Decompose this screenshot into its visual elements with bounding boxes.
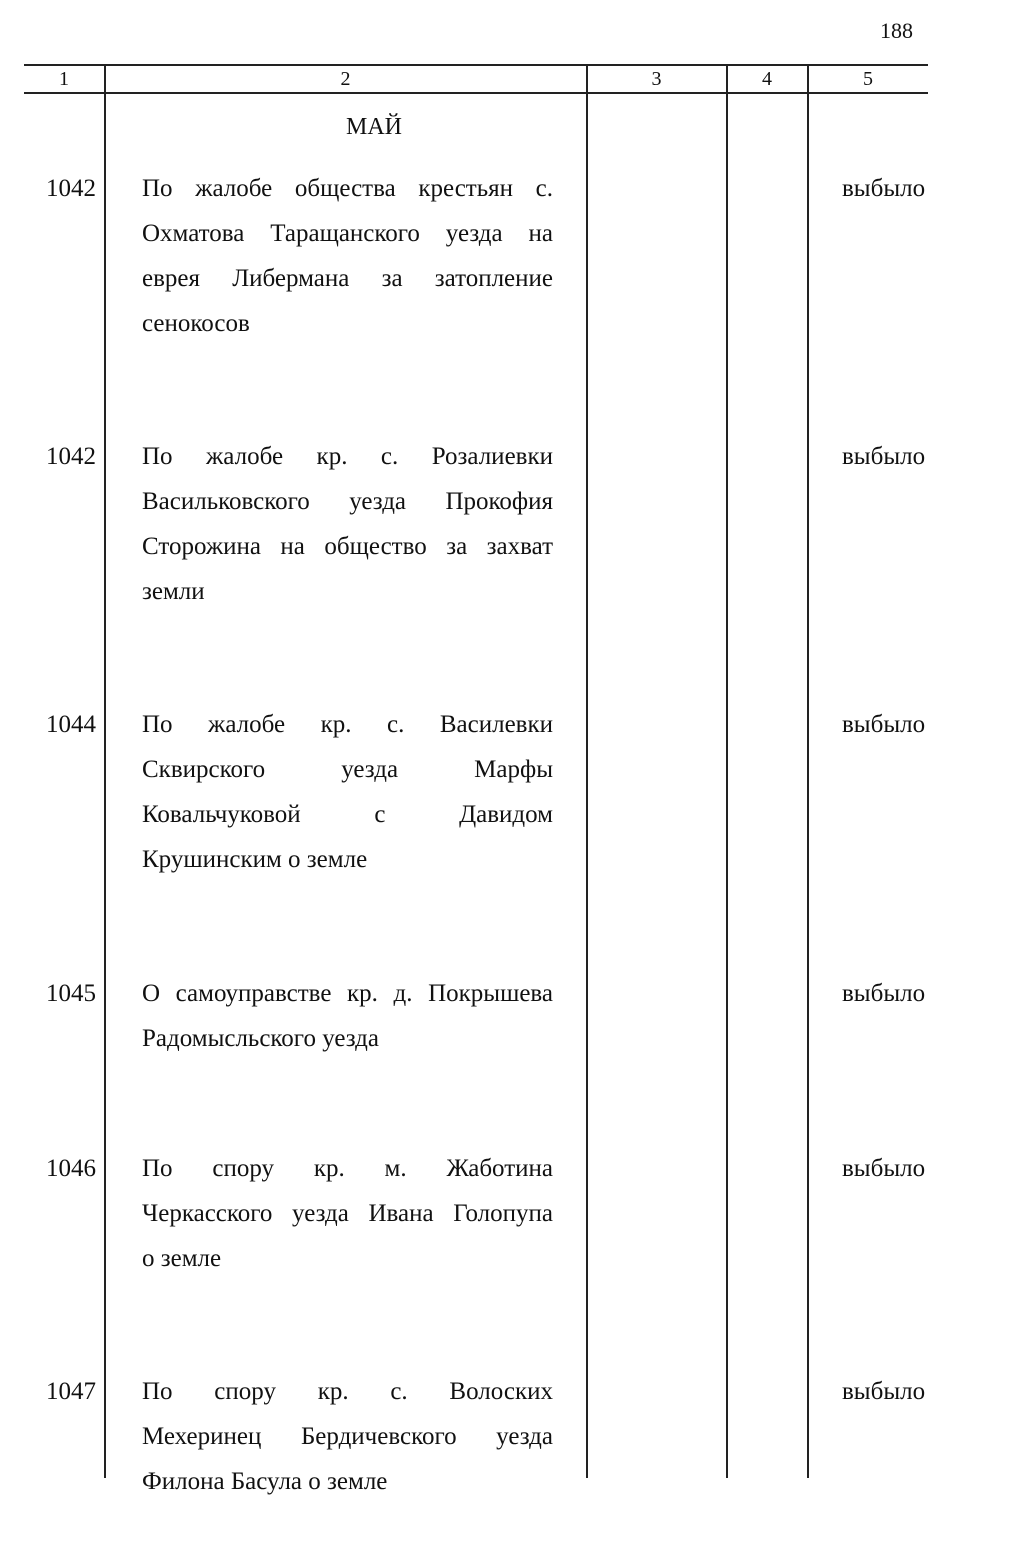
case-number: 1047: [46, 1378, 96, 1405]
description-line: сенокосов: [142, 310, 250, 337]
description-line: Радомысльского уезда: [142, 1025, 379, 1052]
description-line: Крушинским о земле: [142, 846, 368, 873]
case-status: выбыло: [842, 175, 926, 202]
description-line: Сквирского уезда Марфы: [142, 756, 553, 783]
column-header-1: 1: [59, 68, 69, 90]
column-header-2: 2: [340, 68, 351, 90]
description-line: Ковальчуковой с Давидом: [142, 801, 553, 828]
case-number: 1042: [46, 443, 96, 470]
case-description: [142, 702, 553, 882]
column-divider: [104, 64, 106, 1478]
case-description: [142, 971, 553, 1061]
column-header-3: 3: [651, 68, 662, 90]
description-line: Мехеринец Бердичевского уезда: [142, 1423, 553, 1450]
case-number: 1044: [46, 711, 96, 738]
description-line: Сторожина на общество за захват: [142, 533, 553, 560]
month-heading: МАЙ: [346, 114, 403, 140]
description-line: По спору кр. с. Волоских: [142, 1378, 553, 1405]
header-bottom-rule: [24, 92, 928, 94]
description-line: О самоуправстве кр. д. Покрышева: [142, 980, 553, 1007]
case-description: [142, 1369, 553, 1504]
case-status: выбыло: [842, 1155, 926, 1182]
case-number: 1046: [46, 1155, 96, 1182]
case-description: [142, 434, 553, 614]
column-header-4: 4: [762, 68, 772, 90]
column-divider: [726, 64, 728, 1478]
case-status: выбыло: [842, 711, 926, 738]
description-line: Васильковского уезда Прокофия: [142, 488, 553, 515]
description-line: По жалобе кр. с. Василевки: [142, 711, 553, 738]
case-status: выбыло: [842, 1378, 926, 1405]
page-number: 188: [880, 18, 913, 43]
case-status: выбыло: [842, 980, 926, 1007]
description-line: Черкасского уезда Ивана Голопупа: [142, 1200, 553, 1227]
case-number: 1045: [46, 980, 96, 1007]
case-number: 1042: [46, 175, 96, 202]
case-description: [142, 166, 553, 346]
description-line: о земле: [142, 1245, 222, 1272]
description-line: Охматова Таращанского уезда на: [142, 220, 553, 247]
description-line: земли: [142, 578, 205, 605]
column-header-5: 5: [863, 68, 873, 90]
description-line: Филона Басула о земле: [142, 1468, 388, 1495]
description-line: По спору кр. м. Жаботина: [142, 1155, 553, 1182]
description-line: По жалобе общества крестьян с.: [142, 175, 553, 202]
column-divider: [807, 64, 809, 1478]
case-status: выбыло: [842, 443, 926, 470]
description-line: еврея Либермана за затопление: [142, 265, 553, 292]
description-line: По жалобе кр. с. Розалиевки: [142, 443, 553, 470]
case-description: [142, 1146, 553, 1281]
table-top-rule: [24, 64, 928, 66]
column-divider: [586, 64, 588, 1478]
